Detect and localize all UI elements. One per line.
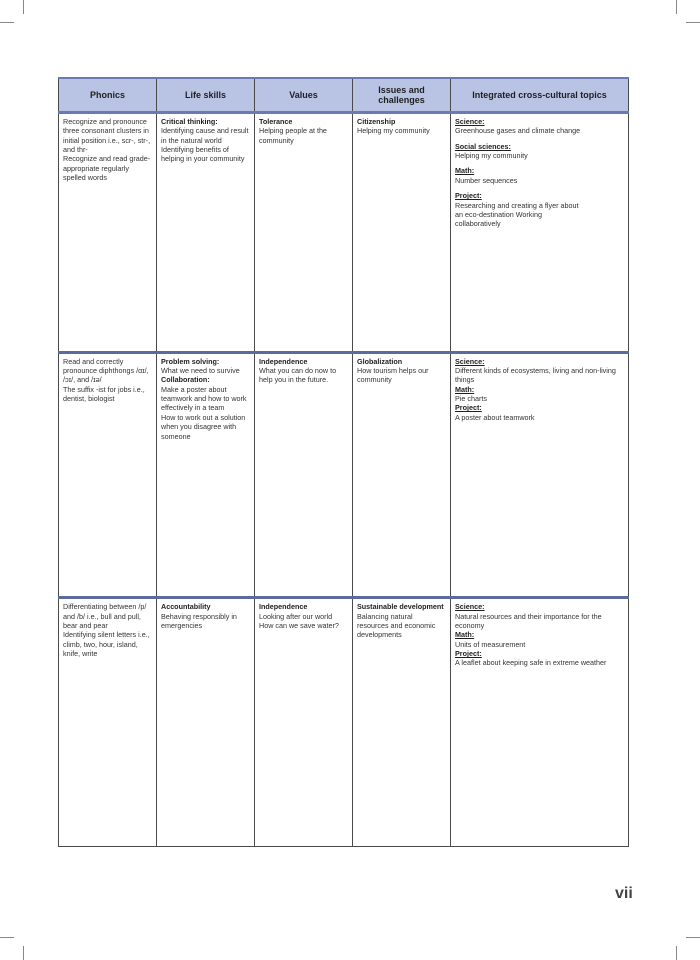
cell-heading: Problem solving:: [161, 356, 220, 366]
crop-mark-bottom-right-v: [676, 946, 677, 960]
life-skills-cell: [157, 352, 255, 598]
cell-text: Recognize and read grade-appropriate regularly spelled words: [63, 154, 151, 183]
curriculum-table: [58, 77, 629, 847]
topic-label: Science:: [455, 356, 485, 366]
topic-label: Project:: [455, 191, 482, 201]
cell-text: Balancing natural resources and economic developments: [357, 611, 436, 640]
issues-cell: [353, 598, 451, 847]
header-phonics: Phonics: [59, 78, 157, 113]
cell-text: Looking after our world: [259, 611, 333, 621]
cell-heading: Accountability: [161, 602, 211, 612]
issues-cell: [353, 113, 451, 353]
cell-heading: Globalization: [357, 356, 403, 366]
crop-mark-bottom-left: [0, 937, 14, 938]
cell-text: What you can do now to help you in the future.: [259, 366, 337, 385]
cell-text: Make a poster about teamwork and how to work effectively in a team: [161, 384, 247, 413]
topic-label: Science:: [455, 117, 485, 126]
header-topics: Integrated cross-cultural topics: [451, 78, 629, 113]
header-values: Values: [255, 78, 353, 113]
cell-heading: Critical thinking:: [161, 117, 218, 126]
cell-heading: Collaboration:: [161, 375, 210, 385]
topic-text: Number sequences: [455, 175, 518, 185]
cell-text: Helping my community: [357, 126, 430, 136]
topic-text: A poster about teamwork: [455, 412, 535, 422]
cell-text: How can we save water?: [259, 621, 339, 631]
topic-label: Math:: [455, 166, 475, 176]
topic-text: Helping my community: [455, 151, 528, 161]
topic-text: Researching and creating a flyer about an eco-destination Working collaboratively: [455, 200, 579, 229]
table-header-row: [59, 78, 629, 113]
values-cell: [255, 598, 353, 847]
header-issues: Issues and challenges: [353, 78, 451, 113]
topics-cell: [451, 113, 629, 353]
cell-heading: Independence: [259, 356, 308, 366]
page-number: vii: [615, 885, 633, 902]
table-row: [59, 598, 629, 847]
cell-heading: Sustainable development: [357, 602, 444, 612]
cell-text: Identifying silent letters i.e., climb, two, hour, island, knife, write: [63, 630, 150, 659]
topics-cell: [451, 352, 629, 598]
crop-mark-bottom-left-v: [23, 946, 24, 960]
cell-text: How tourism helps our community: [357, 366, 429, 385]
topic-label: Math:: [455, 630, 475, 640]
topic-text: Pie charts: [455, 394, 487, 404]
phonics-cell: [59, 352, 157, 598]
values-cell: [255, 113, 353, 353]
table-row: [59, 352, 629, 598]
life-skills-cell: [157, 113, 255, 353]
topic-text: Natural resources and their importance for the economy: [455, 611, 602, 631]
topic-label: Math:: [455, 384, 475, 394]
cell-text: The suffix -ist for jobs i.e., dentist, biologist: [63, 384, 145, 404]
crop-mark-top-left-v: [23, 0, 24, 14]
cell-text: What we need to survive: [161, 366, 240, 375]
crop-mark-top-left: [0, 22, 14, 23]
cell-text: Behaving responsibly in emergencies: [161, 611, 237, 631]
cell-heading: Independence: [259, 602, 308, 612]
crop-mark-top-right-v: [676, 0, 677, 14]
topic-text: A leaflet about keeping safe in extreme weather: [455, 658, 607, 668]
crop-mark-top-right: [686, 22, 700, 23]
phonics-cell: [59, 598, 157, 847]
topics-cell: [451, 598, 629, 847]
cell-text: Identifying benefits of helping in your community: [161, 145, 245, 164]
cell-text: Recognize and pronounce three consonant clusters in initial position i.e., scr-, str-, and thr-: [63, 117, 151, 155]
topic-text: Different kinds of ecosystems, living and non-living things: [455, 366, 616, 385]
phonics-cell: [59, 113, 157, 353]
cell-text: Helping people at the community: [259, 126, 327, 145]
cell-text: Differentiating between /p/ and /b/ i.e., bull and pull, bear and pear: [63, 602, 147, 631]
topic-text: Units of measurement: [455, 639, 526, 649]
cell-text: Identifying cause and result in the natural world: [161, 126, 249, 145]
cell-text: Read and correctly pronounce diphthongs /ɑɪ/, /ɔɪ/, and /ɪə/: [63, 356, 149, 385]
table-row: [59, 113, 629, 353]
header-life-skills: Life skills: [157, 78, 255, 113]
issues-cell: [353, 352, 451, 598]
cell-heading: Tolerance: [259, 117, 293, 126]
cell-heading: Citizenship: [357, 117, 396, 126]
life-skills-cell: [157, 598, 255, 847]
topic-label: Project:: [455, 403, 482, 413]
topic-text: Greenhouse gases and climate change: [455, 126, 581, 136]
topic-label: Social sciences:: [455, 141, 511, 151]
topic-label: Science:: [455, 602, 485, 612]
crop-mark-bottom-right: [686, 937, 700, 938]
cell-text: How to work out a solution when you disagree with someone: [161, 412, 246, 441]
topic-label: Project:: [455, 649, 482, 659]
values-cell: [255, 352, 353, 598]
